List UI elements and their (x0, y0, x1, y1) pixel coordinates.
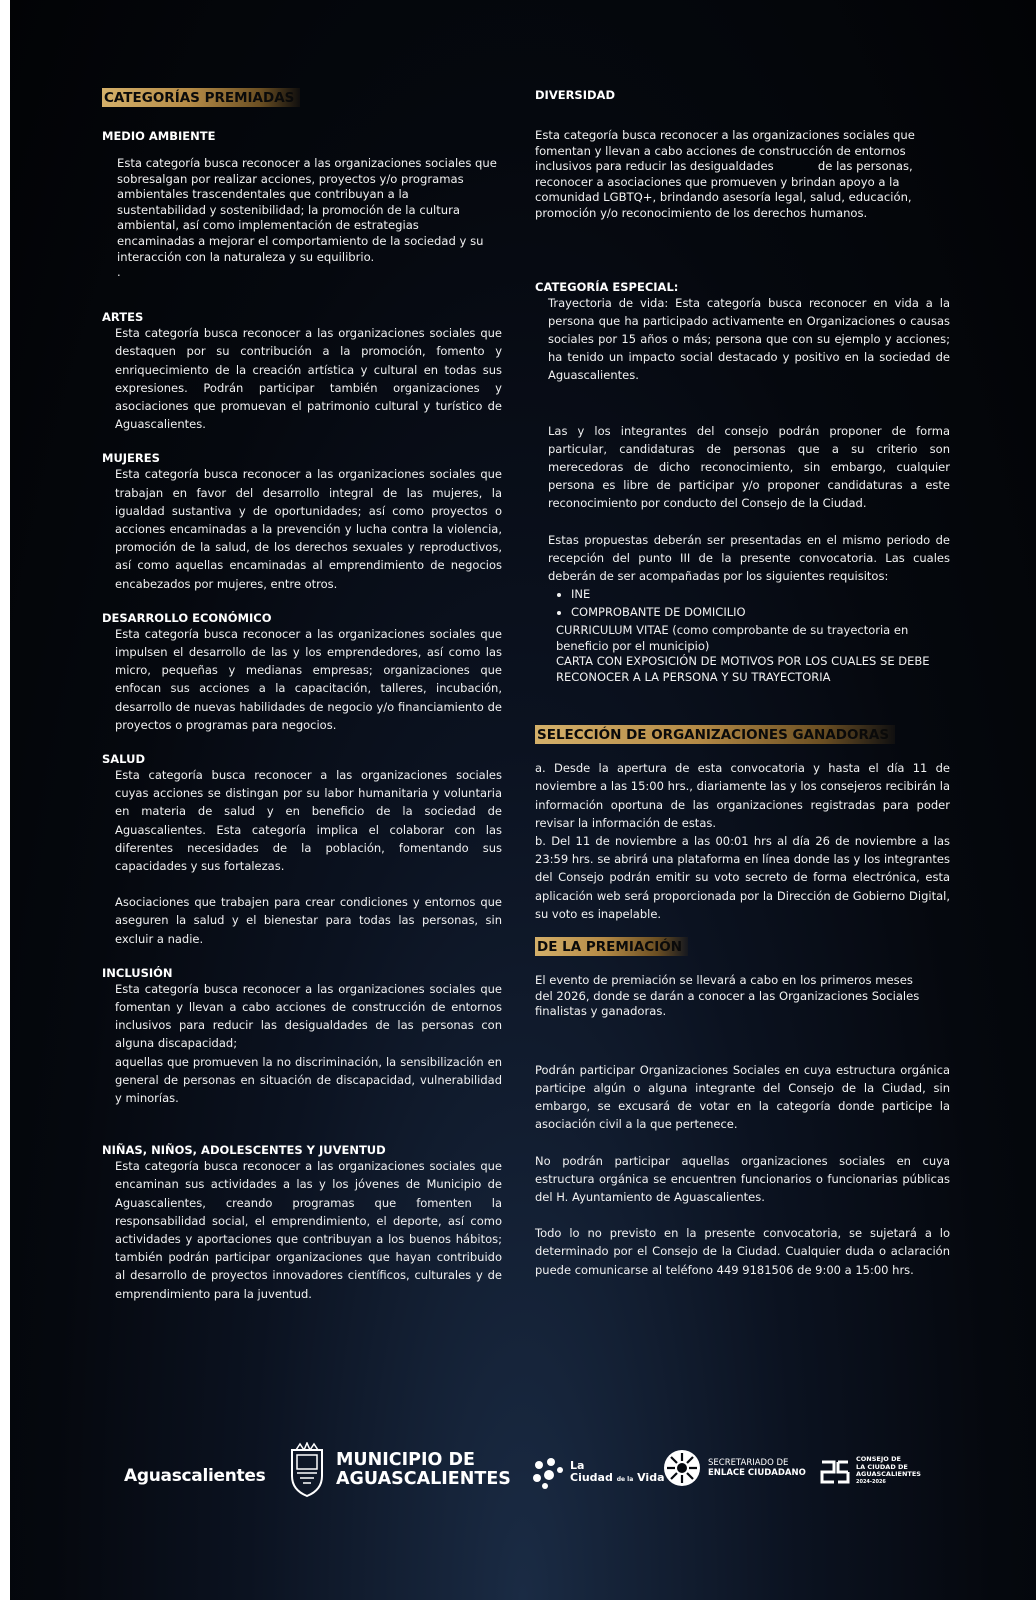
seleccion-b: b. Del 11 de noviembre a las 00:01 hrs al día 26 de noviembre a las 23:59 hrs. se abrirá una plataforma en línea donde las y los integrantes del Consejo podrán emitir su voto secreto de forma electrónica, esta aplicación web será proporcionada por la Dirección de Gobierno Digital, su voto es inapelable. (535, 834, 950, 921)
secretariado-line: SECRETARIADO DE (708, 1458, 789, 1468)
secretariado-line: ENLACE CIUDADANO (708, 1468, 806, 1478)
medio-ambiente-title: MEDIO AMBIENTE (102, 129, 216, 143)
ninos-text: Esta categoría busca reconocer a las organizaciones sociales que encaminan sus actividades a las y los jóvenes de Municipio de Aguascalientes, creando programas que fomenten la responsabilidad social, el emprendimiento, el deporte, así como actividades y aportaciones que contribuyan a los buenos hábitos; también podrán participar organizaciones que hayan contribuido al desarrollo de proyectos innovadores científicos, culturales y de emprendimiento para la juventud. (115, 1159, 502, 1301)
especial-text-3: Estas propuestas deberán ser presentadas en el mismo periodo de recepción del punto III de la presente convocatoria. Las cuales deberán de ser acompañadas por los siguientes requisitos: (548, 532, 950, 583)
diversidad-title: DIVERSIDAD (535, 88, 615, 102)
diversidad-line: comunidad LGBTQ+, brindando asesoría legal, salud, educación, (535, 190, 912, 205)
ciudad-vida-line: Vida (637, 1471, 665, 1484)
requisito-item: • INE (571, 585, 950, 603)
diversidad-line: inclusivos para reducir las desigualdades de las personas, (535, 159, 913, 174)
consejo-line: LA CIUDAD DE (856, 1462, 908, 1471)
ciudad-vida-small: de la (616, 1476, 634, 1483)
flower-icon (530, 1456, 566, 1490)
especial-title: CATEGORÍA ESPECIAL: (535, 279, 679, 294)
premiacion-line: del 2026, donde se darán a conocer a las Organizaciones Sociales (535, 988, 920, 1003)
ciudad-vida-text (570, 1460, 665, 1486)
medio-ambiente-line: sobresalgan por realizar acciones, proyectos y/o programas (117, 171, 464, 186)
artes-title: ARTES (102, 310, 144, 325)
secretariado-emblem-icon (662, 1448, 702, 1488)
diversidad-line: Esta categoría busca reconocer a las organizaciones sociales que (535, 128, 915, 142)
medio-ambiente-line: ambientales trascendentales que contribuyan a la (117, 187, 409, 202)
salud-text-2: Asociaciones que trabajen para crear condiciones y entornos que aseguren la salud y el bienestar para todas las personas, sin excluir a nadie. (115, 895, 502, 946)
premiacion-line: finalistas y ganadoras. (535, 1004, 667, 1019)
ciudad-vida-line: La (570, 1459, 585, 1472)
requisito-item: • COMPROBANTE DE DOMICILIO (571, 603, 950, 621)
desarrollo-title: DESARROLLO ECONÓMICO (102, 610, 272, 625)
categorias-banner: CATEGORÍAS PREMIADAS (102, 88, 300, 107)
municipio-logo-line: MUNICIPIO DE (336, 1450, 475, 1470)
premiacion-banner: DE LA PREMIACIÓN (535, 937, 688, 956)
seleccion-a: a. Desde la apertura de esta convocatoria y hasta el día 11 de noviembre a las 15:00 hrs., diariamente las y los consejeros recibirán la información oportuna de las organizaciones registradas para poder revisar la información de estas. (535, 761, 950, 830)
mujeres-text: Esta categoría busca reconocer a las organizaciones sociales que trabajan en favor del desarrollo integral de las mujeres, la igualdad sustantiva y de oportunidades; así como proyectos o acciones encaminadas a la prevención y lucha contra la violencia, promoción de la salud, de los derechos sexuales y reproductivos, así como aquellas encaminadas al emprendimiento de negocios encabezados por mujeres, entre otros. (115, 467, 502, 591)
ninos-title: NIÑAS, NIÑOS, ADOLESCENTES Y JUVENTUD (102, 1143, 386, 1158)
ciudad-vida-line: Ciudad (570, 1471, 613, 1484)
diversidad-text (535, 128, 950, 222)
seleccion-banner: SELECCIÓN DE ORGANIZACIONES GANADORAS (535, 725, 895, 744)
secretariado-logo (662, 1448, 806, 1488)
coat-of-arms-icon (286, 1442, 328, 1498)
consejo-logo (818, 1454, 921, 1488)
logo-strip (10, 1440, 1036, 1512)
premiacion-line: El evento de premiación se llevará a cabo en los primeros meses (535, 973, 913, 988)
medio-ambiente-dot: . (117, 265, 121, 280)
municipio-logo (286, 1442, 511, 1498)
inclusion-title: INCLUSIÓN (102, 965, 173, 980)
medio-ambiente-text (102, 156, 502, 265)
salud-text: Esta categoría busca reconocer a las organizaciones sociales cuyas acciones se distingan por su labor humanitaria y voluntaria en materia de salud y en beneficio de la sociedad de Aguascalientes. Esta categoría implica el colaborar con las diferentes necesidades de la población, fomentando sus capacidades y sus fortalezas. (115, 768, 502, 874)
medio-ambiente-line: Esta categoría busca reconocer a las organizaciones sociales que (117, 156, 497, 170)
consejo-line: 2024-2026 (856, 1478, 886, 1485)
inclusion-text-2: aquellas que promueven la no discriminación, la sensibilización en general de personas en situación de discapacidad, vulnerabilidad y minorías. (115, 1054, 502, 1106)
desarrollo-text: Esta categoría busca reconocer a las organizaciones sociales que impulsen el desarrollo de las y los emprendedores, así como las micro, pequeñas y medianas empresas; organizaciones que enfocan sus acciones a la capacitación, talleres, incubación, desarrollo de nuevas habilidades de negocio y/o financiamiento de proyectos o programas para negocios. (115, 626, 502, 732)
especial-text-2: Las y los integrantes del consejo podrán proponer de forma particular, candidaturas de personas que a su criterio son merecedoras de dicho reconocimiento, sin embargo, cualquier persona es libre de participar y/o proponer candidaturas a este reconocimiento por conducto del Consejo de la Ciudad. (548, 423, 950, 511)
left-column (102, 88, 502, 1303)
diversidad-line: fomentan y llevan a cabo acciones de construcción de entornos (535, 143, 906, 158)
salud-title: SALUD (102, 752, 145, 767)
premiacion-p4: Todo lo no previsto en la presente convocatoria, se sujetará a lo determinado por el Consejo de la Ciudad. Cualquier duda o aclaración puede comunicarse al teléfono 449 9181506 de 9:00 a 15:00 hrs. (535, 1226, 950, 1277)
secretariado-text (708, 1458, 806, 1478)
requisitos-list (535, 585, 950, 621)
medio-ambiente-line: interacción con la naturaleza y su equilibrio. (117, 249, 375, 264)
aguascalientes-logo-text: Aguascalientes (124, 1466, 266, 1486)
premiacion-p2: Podrán participar Organizaciones Sociales en cuya estructura orgánica participe algún o alguna integrante del Consejo de la Ciudad, sin embargo, se excusará de votar en la categoría donde participe la asociación civil a la que pertenece. (535, 1062, 950, 1132)
municipio-logo-line: AGUASCALIENTES (336, 1469, 511, 1489)
consejo-line: AGUASCALIENTES (856, 1470, 921, 1478)
requisito-carta: CARTA CON EXPOSICIÓN DE MOTIVOS POR LOS CUALES SE DEBE RECONOCER A LA PERSONA Y SU TRAYECTORIA (556, 654, 930, 684)
inclusion-text: Esta categoría busca reconocer a las organizaciones sociales que fomentan y llevan a cabo acciones de construcción de entornos inclusivos para reducir las desigualdades de las personas con alguna discapacidad; (115, 981, 502, 1051)
consejo-text (856, 1456, 921, 1486)
mujeres-title: MUJERES (102, 451, 160, 466)
consejo-line: CONSEJO DE (856, 1455, 901, 1463)
medio-ambiente-line: sustentabilidad y sostenibilidad; la promoción de la cultura (117, 202, 461, 217)
artes-text: Esta categoría busca reconocer a las organizaciones sociales que destaquen por su contribución a la promoción, fomento y enriquecimiento de la creación artística y cultural en todas sus expresiones. Podrán participar también organizaciones y asociaciones que promuevan el patrimonio cultural y turístico de Aguascalientes. (115, 326, 502, 432)
aguascalientes-logo (124, 1466, 265, 1486)
especial-text: Trayectoria de vida: Esta categoría busca reconocer en vida a la persona que ha participado activamente en Organizaciones o causas sociales por 15 años o más; persona que con su ejemplo y acciones; ha tenido un impacto social destacado y positivo en la sociedad de Aguascalientes. (548, 295, 950, 383)
premiacion-text (535, 973, 950, 1020)
municipio-logo-text (336, 1451, 511, 1489)
document-page (10, 0, 1036, 1600)
ciudad-vida-logo (530, 1456, 665, 1490)
premiacion-p3: No podrán participar aquellas organizaciones sociales en cuya estructura orgánica se encuentren funcionarios o funcionarias públicas del H. Ayuntamiento de Aguascalientes. (535, 1153, 950, 1205)
right-column (535, 88, 950, 1279)
consejo-emblem-icon (818, 1454, 852, 1488)
requisito-curriculum: CURRICULUM VITAE (como comprobante de su trayectoria en beneficio por el municipio) (556, 623, 909, 653)
diversidad-line: reconocer a asociaciones que promueven y brindan apoyo a la (535, 174, 900, 189)
diversidad-line: promoción y/o reconocimiento de los derechos humanos. (535, 205, 868, 220)
medio-ambiente-line: encaminadas a mejorar el comportamiento de la sociedad y su (117, 233, 484, 248)
medio-ambiente-line: ambiental, así como implementación de estrategias (117, 218, 419, 233)
